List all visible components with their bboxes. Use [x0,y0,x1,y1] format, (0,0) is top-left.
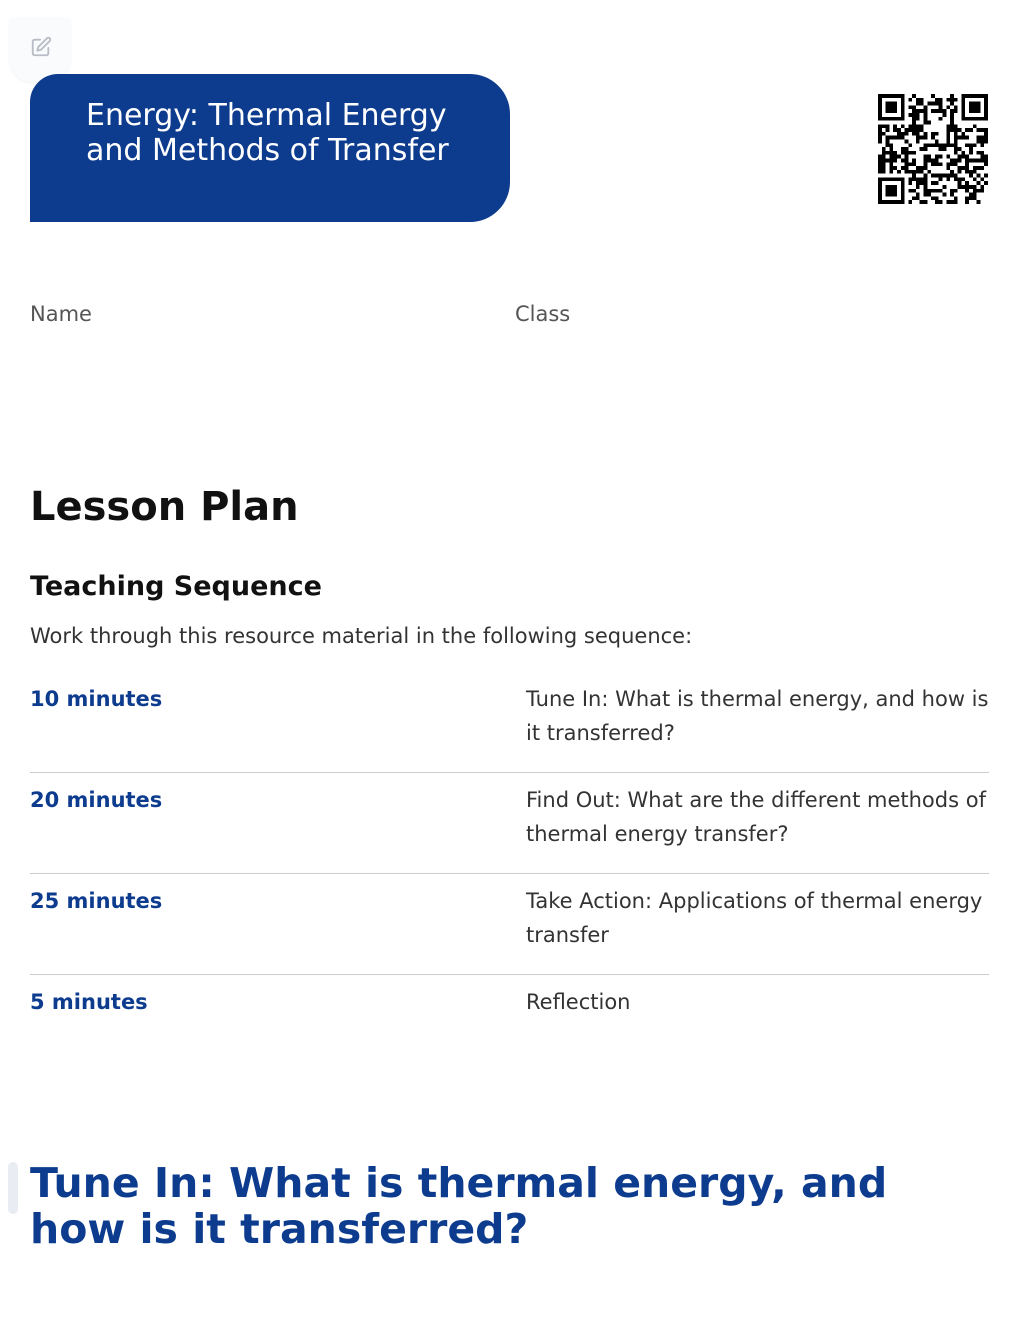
name-label: Name [30,302,92,326]
sequence-row [30,874,989,975]
class-label: Class [515,302,571,326]
title-banner [30,74,510,222]
section-drag-handle[interactable] [8,1162,18,1214]
duration: 20 minutes [30,788,163,812]
activity: Find Out: What are the different methods of thermal energy transfer? [526,788,986,846]
edit-button[interactable] [10,18,70,82]
lesson-plan-heading: Lesson Plan [30,484,299,530]
qr-code-icon [877,94,989,204]
activity: Tune In: What is thermal energy, and how is it transferred? [526,687,989,745]
edit-icon [30,36,52,58]
sequence-row [30,672,989,773]
sequence-row [30,773,989,874]
sequence-intro: Work through this resource material in the following sequence: [30,624,693,648]
activity: Take Action: Applications of thermal energy transfer [526,889,983,947]
duration: 10 minutes [30,687,163,711]
duration: 25 minutes [30,889,163,913]
tune-in-heading: Tune In: What is thermal energy, and how is it transferred? [30,1159,888,1253]
activity: Reflection [526,990,631,1014]
sequence-row [30,975,989,1041]
page-title: Energy: Thermal Energy and Methods of Transfer [86,98,449,168]
teaching-sequence-heading: Teaching Sequence [30,571,322,602]
duration: 5 minutes [30,990,148,1014]
sequence-table [30,672,989,1041]
